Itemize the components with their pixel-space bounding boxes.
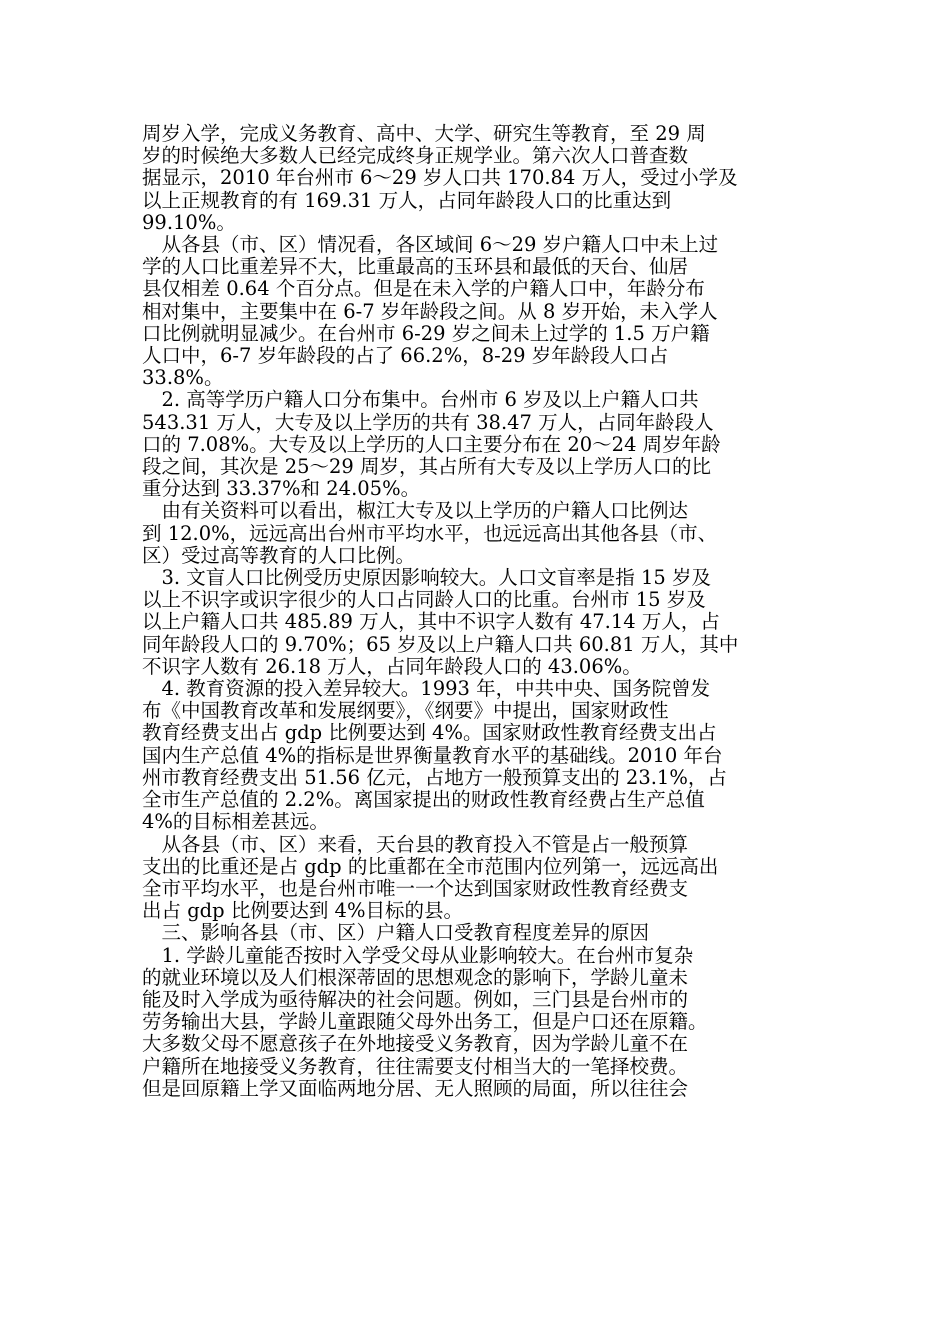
text-line: 1. 学龄儿童能否按时入学受父母从业影响较大。在台州市复杂 bbox=[142, 943, 694, 967]
text-line: 支出的比重还是占 gdp 的比重都在全市范围内位列第一，远远高出 bbox=[142, 854, 719, 878]
text-line: 同年龄段人口的 9.70%；65 岁及以上户籍人口共 60.81 万人，其中 bbox=[142, 632, 739, 656]
text-line: 据显示，2010 年台州市 6～29 岁人口共 170.84 万人，受过小学及 bbox=[142, 166, 738, 190]
text-line: 以上正规教育的有 169.31 万人，占同年龄段人口的比重达到 bbox=[142, 188, 672, 212]
text-line: 能及时入学成为亟待解决的社会问题。例如，三门县是台州市的 bbox=[142, 987, 689, 1011]
paragraph-6 bbox=[142, 678, 802, 833]
paragraph-2 bbox=[142, 234, 802, 389]
text-line: 重分达到 33.37%和 24.05%。 bbox=[142, 477, 421, 501]
section-heading-text: 三、影响各县（市、区）户籍人口受教育程度差异的原因 bbox=[142, 921, 650, 945]
paragraph-9 bbox=[142, 945, 802, 1100]
text-line: 布《中国教育改革和发展纲要》，《纲要》中提出，国家财政性 bbox=[142, 699, 669, 723]
text-line: 全市生产总值的 2.2%。离国家提出的财政性教育经费占生产总值 bbox=[142, 788, 705, 812]
text-line: 学的人口比重差异不大，比重最高的玉环县和最低的天台、仙居 bbox=[142, 255, 689, 279]
text-line: 教育经费支出占 gdp 比例要达到 4%。国家财政性教育经费支出占 bbox=[142, 721, 717, 745]
text-line: 全市平均水平，也是台州市唯一一个达到国家财政性教育经费支 bbox=[142, 876, 689, 900]
text-line: 户籍所在地接受义务教育，往往需要支付相当大的一笔择校费。 bbox=[142, 1054, 689, 1078]
text-line: 劳务输出大县，学龄儿童跟随父母外出务工，但是户口还在原籍。 bbox=[142, 1010, 708, 1034]
paragraph-4 bbox=[142, 500, 802, 567]
text-line: 不识字人数有 26.18 万人，占同年龄段人口的 43.06%。 bbox=[142, 654, 642, 678]
text-line: 的就业环境以及人们根深蒂固的思想观念的影响下，学龄儿童未 bbox=[142, 965, 689, 989]
text-line: 县仅相差 0.64 个百分点。但是在未入学的户籍人口中，年龄分布 bbox=[142, 277, 705, 301]
text-line: 3. 文盲人口比例受历史原因影响较大。人口文盲率是指 15 岁及 bbox=[142, 566, 712, 590]
text-line: 周岁入学，完成义务教育、高中、大学、研究生等教育，至 29 周 bbox=[142, 122, 706, 145]
text-line: 人口中，6-7 岁年龄段的占了 66.2%，8-29 岁年龄段人口占 bbox=[142, 344, 669, 368]
text-line: 33.8%。 bbox=[142, 366, 224, 390]
text-line: 出占 gdp 比例要达到 4%目标的县。 bbox=[142, 899, 463, 923]
paragraph-7 bbox=[142, 834, 802, 923]
text-line: 到 12.0%，远远高出台州市平均水平，也远远高出其他各县（市、 bbox=[142, 521, 718, 545]
text-line: 以上不识字或识字很少的人口占同龄人口的比重。台州市 15 岁及 bbox=[142, 588, 706, 612]
text-line: 大多数父母不愿意孩子在外地接受义务教育，因为学龄儿童不在 bbox=[142, 1032, 689, 1056]
text-line: 从各县（市、区）情况看，各区域间 6～29 岁户籍人口中未上过 bbox=[142, 233, 719, 257]
text-line: 区）受过高等教育的人口比例。 bbox=[142, 543, 416, 567]
paragraph-3 bbox=[142, 389, 802, 500]
text-line: 岁的时候绝大多数人已经完成终身正规学业。第六次人口普查数 bbox=[142, 144, 689, 168]
text-line: 由有关资料可以看出，椒江大专及以上学历的户籍人口比例达 bbox=[142, 499, 689, 523]
text-line: 99.10%。 bbox=[142, 210, 236, 234]
text-line: 州市教育经费支出 51.56 亿元，占地方一般预算支出的 23.1%，占 bbox=[142, 765, 727, 789]
text-line: 但是回原籍上学又面临两地分居、无人照顾的局面，所以往往会 bbox=[142, 1076, 689, 1100]
text-line: 4. 教育资源的投入差异较大。1993 年，中共中央、国务院曾发 bbox=[142, 677, 711, 701]
text-line: 段之间，其次是 25～29 周岁，其占所有大专及以上学历人口的比 bbox=[142, 455, 712, 479]
paragraph-5 bbox=[142, 567, 802, 678]
text-line: 相对集中，主要集中在 6-7 岁年龄段之间。从 8 岁开始，未入学人 bbox=[142, 299, 718, 323]
text-line: 口比例就明显减少。在台州市 6-29 岁之间未上过学的 1.5 万户籍 bbox=[142, 321, 710, 345]
text-line: 4%的目标相差甚远。 bbox=[142, 810, 329, 834]
text-line: 从各县（市、区）来看，天台县的教育投入不管是占一般预算 bbox=[142, 832, 689, 856]
paragraph-1 bbox=[142, 123, 802, 234]
text-line: 口的 7.08%。大专及以上学历的人口主要分布在 20～24 周岁年龄 bbox=[142, 432, 721, 456]
section-heading bbox=[142, 922, 802, 944]
text-line: 2. 高等学历户籍人口分布集中。台州市 6 岁及以上户籍人口共 bbox=[142, 388, 699, 412]
document-body bbox=[142, 123, 802, 1100]
text-line: 国内生产总值 4%的指标是世界衡量教育水平的基础线。2010 年台 bbox=[142, 743, 723, 767]
text-line: 以上户籍人口共 485.89 万人，其中不识字人数有 47.14 万人，占 bbox=[142, 610, 720, 634]
text-line: 543.31 万人，大专及以上学历的共有 38.47 万人，占同年龄段人 bbox=[142, 410, 714, 434]
